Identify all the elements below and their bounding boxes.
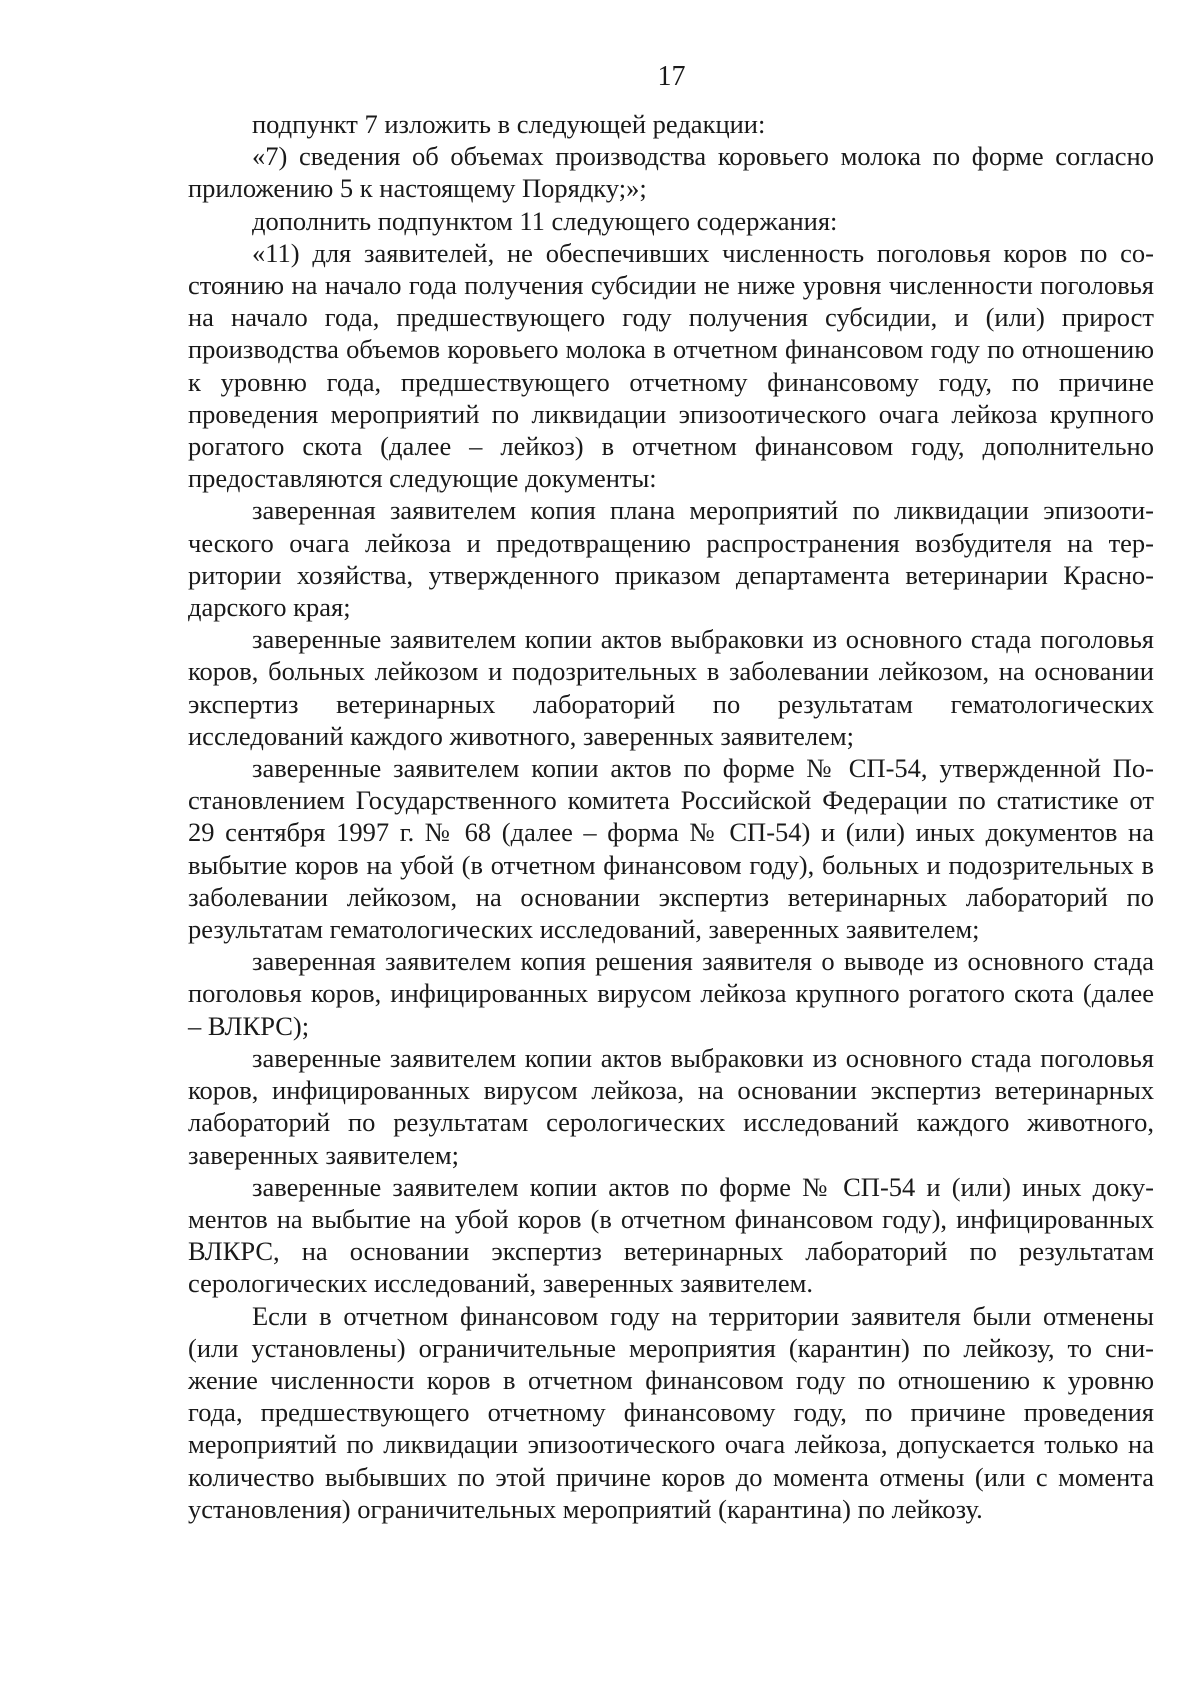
paragraph-subpoint-7-text: «7) сведения об объемах производства коровьего молока по форме согласно приложению 5 к настоящему Порядку;»; xyxy=(188,141,1154,204)
document-body xyxy=(188,108,1154,1525)
paragraph-subpoint-11-intro: дополнить подпунктом 11 следующего содержания: xyxy=(252,205,838,236)
paragraph-sp54-acts-leukosis: заверенные заявителем копии актов по форме № СП-54, утвержденной Постановлением Государственного комитета Российской Федерации по статистике от 29 сентября 1997 г. № 68 (далее – форма № СП-54) и (или) иных документов на выбытие коров на убой (в отчетном финансовом году), больных и подозрительных в заболевании лейкозом, на основании экспертиз ветеринарных лабораторий по результатам гематологических исследований, заверенных заявителем; xyxy=(188,753,1154,945)
paragraph-subpoint-7-intro: подпункт 7 изложить в следующей редакции: xyxy=(252,109,766,139)
paragraph-subpoint-11-text: «11) для заявителей, не обеспечивших численность поголовья коров по состоянию на начало года получения субсидии не ниже уровня численности поголовья на начало года, предшествующего году получения субсидии, и (или) прирост производства объемов коровьего молока в отчетном финансовом году по отношению к уровню года, предшествующего отчетному финансовому году, по причине проведения мероприятий по ликвидации эпизоотического очага лейкоза крупного рогатого скота (далее – лейкоз) в отчетном финансовом году, дополнительно предоставляются следующие документы: xyxy=(188,237,1154,494)
page-number: 17 xyxy=(657,61,686,92)
paragraph-culling-acts-leukosis: заверенные заявителем копии актов выбраковки из основного стада поголовья коров, больных лейкозом и подозрительных в заболевании лейкозом, на основании экспертиз ветеринарных лабораторий по результатам гематологических исследований каждого животного, заверенных заявителем; xyxy=(188,624,1154,751)
paragraph-plan-copy: заверенная заявителем копия плана мероприятий по ликвидации эпизоотического очага лейкоза и предотвращению распространения возбудителя на территории хозяйства, утвержденного приказом департамента ветеринарии Краснодарского края; xyxy=(188,495,1154,623)
paragraph-culling-acts-virus: заверенные заявителем копии актов выбраковки из основного стада поголовья коров, инфицированных вирусом лейкоза, на основании экспертиз ветеринарных лабораторий по результатам серологических исследований каждого животного, заверенных заявителем; xyxy=(188,1042,1154,1170)
paragraph-decision-copy: заверенная заявителем копия решения заявителя о выводе из основного стада поголовья коров, инфицированных вирусом лейкоза крупного рогатого скота (далее – ВЛКРС); xyxy=(188,946,1154,1041)
paragraph-sp54-acts-virus: заверенные заявителем копии актов по форме № СП-54 и (или) иных документов на выбытие на убой коров (в отчетном финансовом году), инфицированных ВЛКРС, на основании экспертиз ветеринарных лабораторий по результатам серологических исследований, заверенных заявителем. xyxy=(188,1171,1154,1299)
paragraph-quarantine-note: Если в отчетном финансовом году на территории заявителя были отменены (или установлены) ограничительные мероприятия (карантин) по лейкозу, то снижение численности коров в отчетном финансовом году по отношению к уровню года, предшествующего отчетному финансовому году, по причине проведения мероприятий по ликвидации эпизоотического очага лейкоза, допускается только на количество выбывших по этой причине коров до момента отмены (или с момента установления) ограничительных мероприятий (карантина) по лейкозу. xyxy=(188,1300,1154,1524)
